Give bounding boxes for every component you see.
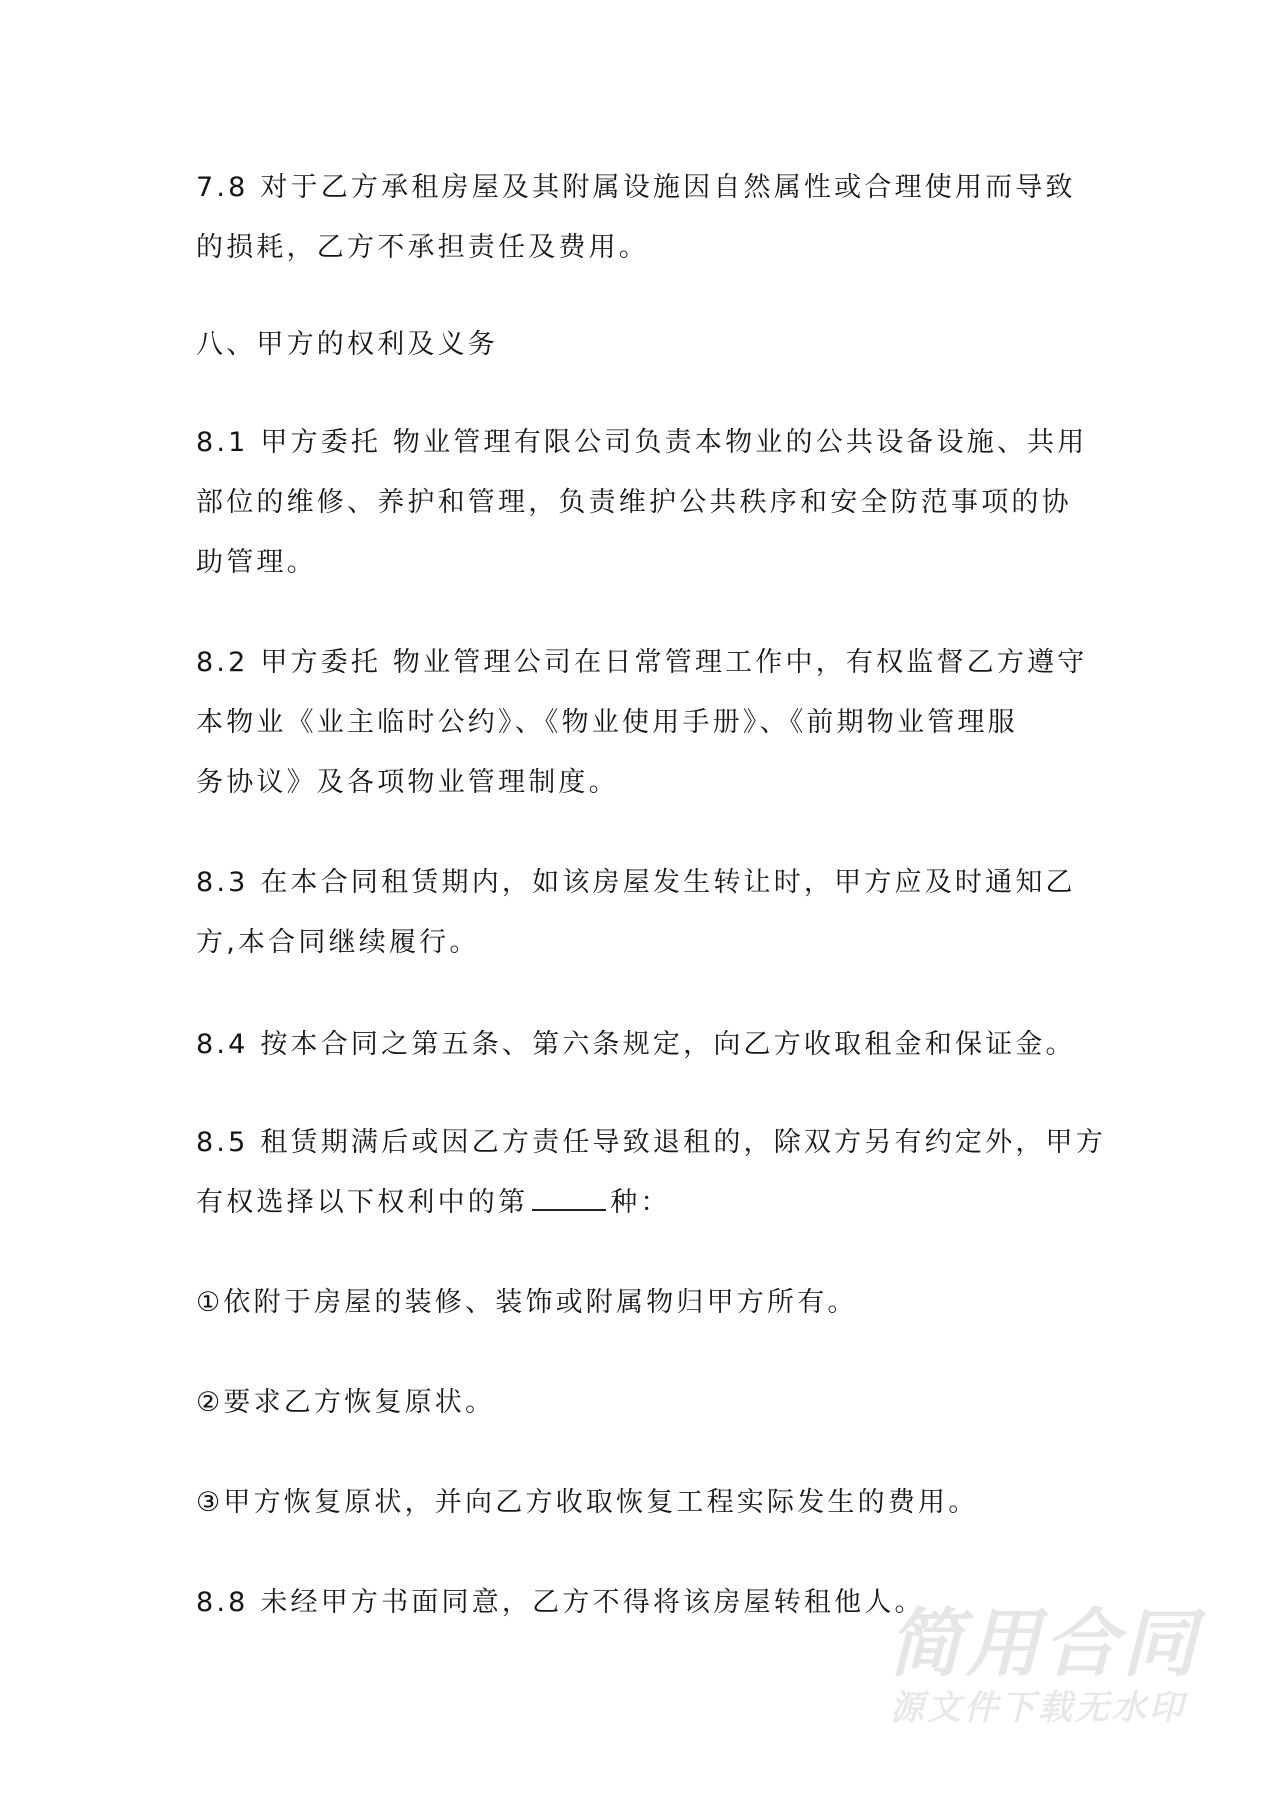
- clause-8-3-line-1: 8.3 在本合同租赁期内，如该房屋发生转让时，甲方应及时通知乙: [196, 867, 1076, 898]
- clause-8-3-line-2: 方,本合同继续履行。: [196, 927, 480, 958]
- option-1: ①依附于房屋的装修、装饰或附属物归甲方所有。: [196, 1287, 858, 1318]
- clause-8-1-line-1: 8.1 甲方委托 物业管理有限公司负责本物业的公共设备设施、共用: [196, 427, 1088, 458]
- clause-7-8-line-2: 的损耗，乙方不承担责任及费用。: [196, 232, 649, 263]
- clause-8-2-line-2: 本物业《业主临时公约》、《物业使用手册》、《前期物业管理服: [196, 707, 1018, 738]
- clause-8-4: 8.4 按本合同之第五条、第六条规定，向乙方收取租金和保证金。: [196, 1029, 1076, 1060]
- clause-8-2-line-1: 8.2 甲方委托 物业管理公司在日常管理工作中，有权监督乙方遵守: [196, 647, 1088, 678]
- clause-8-2-line-3: 务协议》及各项物业管理制度。: [196, 767, 619, 798]
- clause-8-1-line-3: 助管理。: [196, 547, 317, 578]
- option-2: ②要求乙方恢复原状。: [196, 1387, 496, 1418]
- watermark-sub-text: 源文件下载无水印: [890, 1688, 1186, 1728]
- clause-7-8-line-1: 7.8 对于乙方承租房屋及其附属设施因自然属性或合理使用而导致: [196, 172, 1076, 203]
- watermark-main-text: 简用合同: [888, 1601, 1200, 1687]
- clause-8-5-text-before: 有权选择以下权利中的第: [196, 1187, 529, 1218]
- clause-8-5-line-2: [196, 1183, 671, 1223]
- clause-8-1-line-2: 部位的维修、养护和管理，负责维护公共秩序和安全防范事项的协: [196, 487, 1072, 518]
- clause-8-8: 8.8 未经甲方书面同意，乙方不得将该房屋转租他人。: [196, 1587, 925, 1618]
- choice-blank-field[interactable]: [532, 1183, 606, 1211]
- clause-8-5-text-after: 种：: [610, 1187, 671, 1218]
- section-heading-8: 八、甲方的权利及义务: [196, 329, 498, 360]
- option-3: ③甲方恢复原状，并向乙方收取恢复工程实际发生的费用。: [196, 1487, 979, 1518]
- clause-8-5-line-1: 8.5 租赁期满后或因乙方责任导致退租的，除双方另有约定外，甲方: [196, 1127, 1106, 1158]
